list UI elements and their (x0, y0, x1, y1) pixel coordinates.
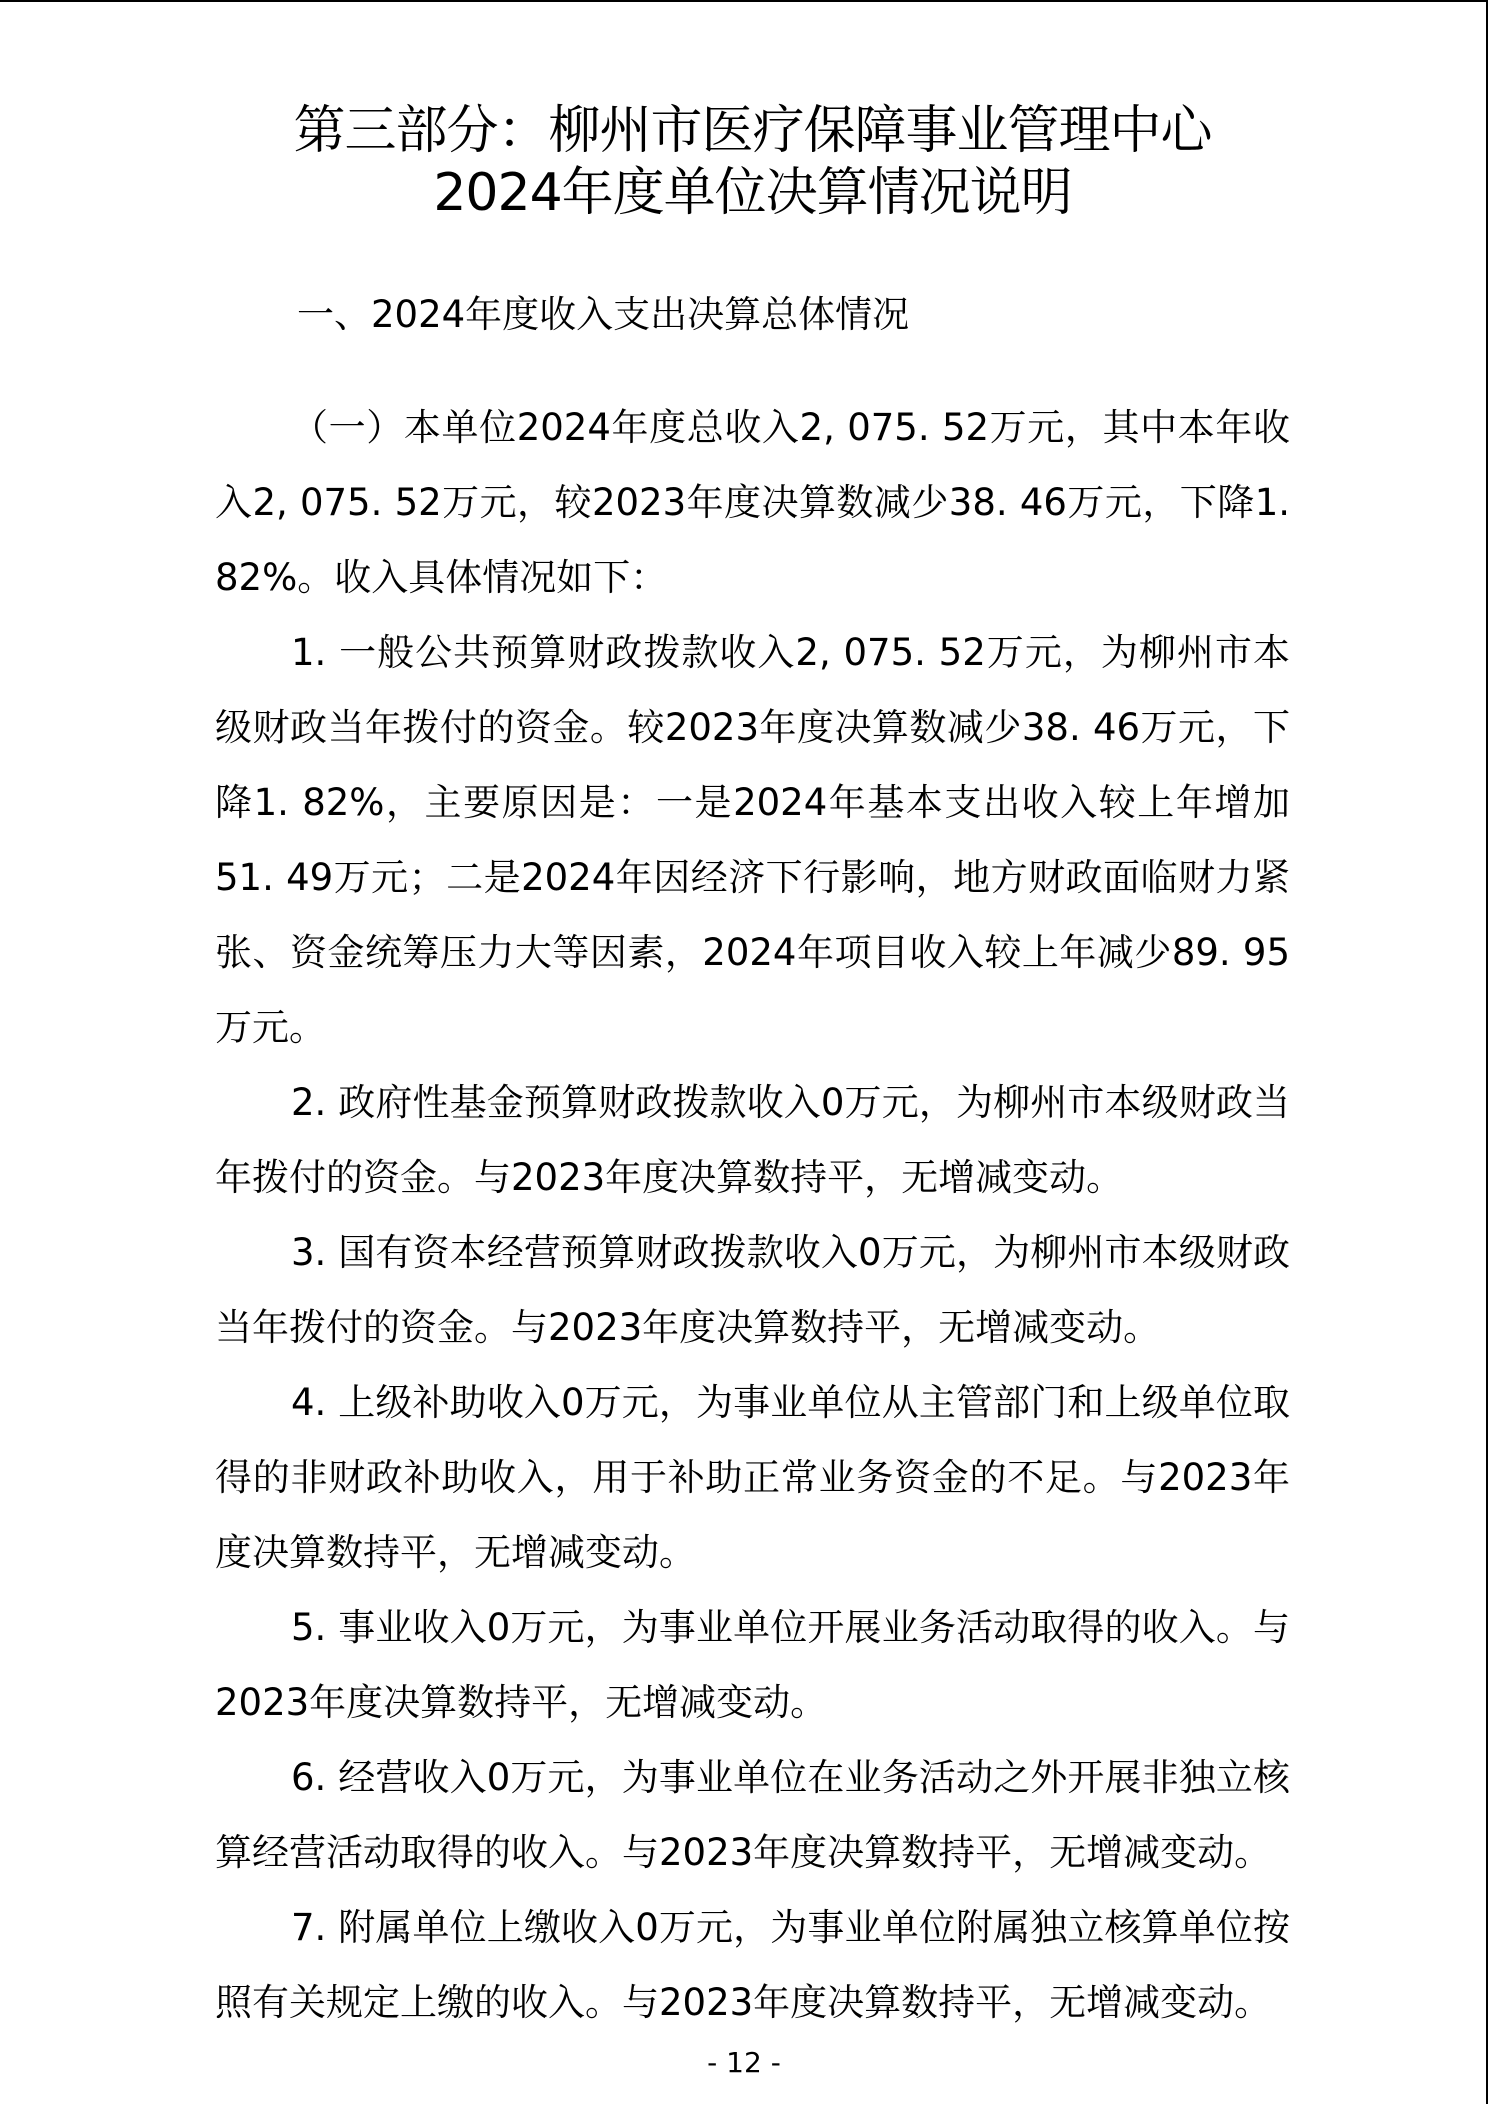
page-number: - 12 - (707, 2046, 781, 2079)
paragraph-state-capital-income: 3. 国有资本经营预算财政拨款收入0万元，为柳州市本级财政当年拨付的资金。与2023年度决算数持平，无增减变动。 (215, 1231, 1290, 1349)
document-title-line-2: 2024年度单位决算情况说明 (433, 163, 1072, 223)
paragraph-government-fund-income: 2. 政府性基金预算财政拨款收入0万元，为柳州市本级财政当年拨付的资金。与2023年度决算数持平，无增减变动。 (215, 1081, 1290, 1199)
paragraph-superior-subsidy-income: 4. 上级补助收入0万元，为事业单位从主管部门和上级单位取得的非财政补助收入，用于补助正常业务资金的不足。与2023年度决算数持平，无增减变动。 (215, 1381, 1290, 1574)
section-heading: 一、2024年度收入支出决算总体情况 (297, 293, 910, 336)
paragraph-affiliated-unit-income: 7. 附属单位上缴收入0万元，为事业单位附属独立核算单位按照有关规定上缴的收入。与2023年度决算数持平，无增减变动。 (215, 1906, 1290, 2024)
document-title-line-1: 第三部分：柳州市医疗保障事业管理中心 (293, 101, 1212, 161)
paragraph-total-income: （一）本单位2024年度总收入2, 075. 52万元，其中本年收入2, 075. 52万元，较2023年度决算数减少38. 46万元，下降1. 82%。收入具体情况如下： (215, 406, 1290, 599)
paragraph-general-budget-income: 1. 一般公共预算财政拨款收入2, 075. 52万元，为柳州市本级财政当年拨付的资金。较2023年度决算数减少38. 46万元，下降1. 82%，主要原因是：一是2024年基本支出收入较上年增加51. 49万元；二是2024年因经济下行影响，地方财政面临财力紧张、资金统筹压力大等因素，2024年项目收入较上年减少89. 95万元。 (215, 631, 1290, 1049)
document-title (215, 100, 1290, 224)
paragraph-operating-income: 6. 经营收入0万元，为事业单位在业务活动之外开展非独立核算经营活动取得的收入。与2023年度决算数持平，无增减变动。 (215, 1756, 1290, 1874)
page-border-top (0, 0, 1488, 2)
paragraph-business-income: 5. 事业收入0万元，为事业单位开展业务活动取得的收入。与2023年度决算数持平，无增减变动。 (215, 1606, 1290, 1724)
document-page (215, 100, 1290, 2040)
